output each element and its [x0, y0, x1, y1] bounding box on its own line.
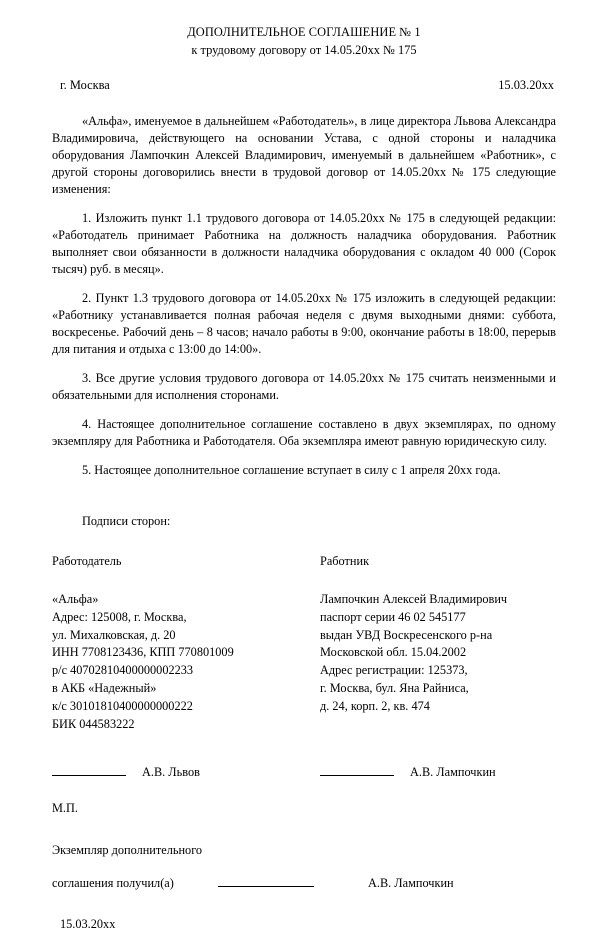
employee-signer-name: А.В. Лампочкин [410, 764, 496, 779]
parties-columns [52, 553, 556, 734]
city-label: г. Москва [60, 77, 110, 92]
employee-line: Адрес регистрации: 125373, [320, 663, 468, 678]
signature-line [218, 876, 314, 887]
clause-1: 1. Изложить пункт 1.1 трудового договора от 14.05.20хх № 175 в следующей редакции: «Работодатель принимает Работника на должность наладчика оборудования. Работник выполняет свои обязанности в должности наладчика оборудования с окладом 40 000 (Сорок тысяч) руб. в месяц». [52, 210, 556, 276]
employee-line: д. 24, корп. 2, кв. 474 [320, 698, 430, 713]
copy-received-line-1: Экземпляр дополнительного [52, 843, 203, 858]
employee-line: г. Москва, бул. Яна Райниса, [320, 681, 469, 696]
document-date: 15.03.20хх [498, 77, 554, 92]
employer-line: БИК 044583222 [52, 716, 135, 731]
signature-line [52, 765, 126, 776]
employee-signature [320, 764, 496, 780]
clause-4: 4. Настоящее дополнительное соглашение составлено в двух экземплярах, по одному экземпляру для Работника и Работодателя. Оба экземпляра имеют равную юридическую силу. [52, 416, 556, 448]
employee-line: Лампочкин Алексей Владимирович [320, 592, 508, 606]
preamble-paragraph: «Альфа», именуемое в дальнейшем «Работодатель», в лице директора Львова Александра Владимировича, действующего на основании Устава, с одной стороны и наладчика оборудования Лампочкин Алексей Владимирович, именуемый в дальнейшем «Работник», с другой стороны договорились внести в трудовой договор от 14.05.20хх № 175 следующие изменения: [52, 114, 556, 196]
signatures-label: Подписи сторон: [82, 513, 171, 528]
final-date: 15.03.20хх [60, 916, 116, 931]
clause-2: 2. Пункт 1.3 трудового договора от 14.05.20хх № 175 изложить в следующей редакции: «Работнику устанавливается полная рабочая неделя с двумя выходными днями: суббота, воскресенье. Рабочий день – 8 часов; начало работы в 9:00, окончание работы в 18:00, перерыв для питания и отдыха с 13:00 до 14:00». [52, 290, 556, 356]
clause-5: 5. Настоящее дополнительное соглашение вступает в силу с 1 апреля 20хх года. [82, 462, 501, 477]
employee-line: паспорт серии 46 02 545177 [320, 609, 466, 624]
copy-received-line-2 [52, 875, 556, 891]
employer-line: р/с 40702810400000002233 [52, 663, 194, 678]
employer-line: в АКБ «Надежный» [52, 681, 157, 696]
employer-line: Адрес: 125008, г. Москва, [52, 609, 187, 624]
signature-line [320, 765, 394, 776]
employer-signature [52, 764, 320, 780]
employer-line: ИНН 7708123436, КПП 770801009 [52, 645, 234, 660]
document-meta [52, 77, 556, 93]
employer-line: к/с 30101810400000000222 [52, 698, 193, 713]
employee-line: выдан УВД Воскресенского р-на [320, 627, 493, 642]
employee-column [320, 553, 556, 734]
document-subtitle: к трудовому договору от 14.05.20хх № 175 [191, 43, 417, 58]
stamp-place-label: М.П. [52, 800, 78, 815]
employer-line: «Альфа» [52, 592, 99, 606]
page-title: ДОПОЛНИТЕЛЬНОЕ СОГЛАШЕНИЕ № 1 [187, 25, 421, 39]
employee-line: Московской обл. 15.04.2002 [320, 645, 467, 660]
copy-received-signer: А.В. Лампочкин [368, 876, 454, 891]
signature-row [52, 764, 556, 780]
employer-signer-name: А.В. Львов [142, 764, 200, 779]
employer-column [52, 553, 320, 734]
employer-heading: Работодатель [52, 553, 122, 568]
employee-heading: Работник [320, 553, 370, 568]
copy-received-label: соглашения получил(а) [52, 876, 174, 891]
employer-line: ул. Михалковская, д. 20 [52, 627, 176, 642]
clause-3: 3. Все другие условия трудового договора от 14.05.20хх № 175 считать неизменными и обязательными для исполнения сторонами. [52, 370, 556, 402]
